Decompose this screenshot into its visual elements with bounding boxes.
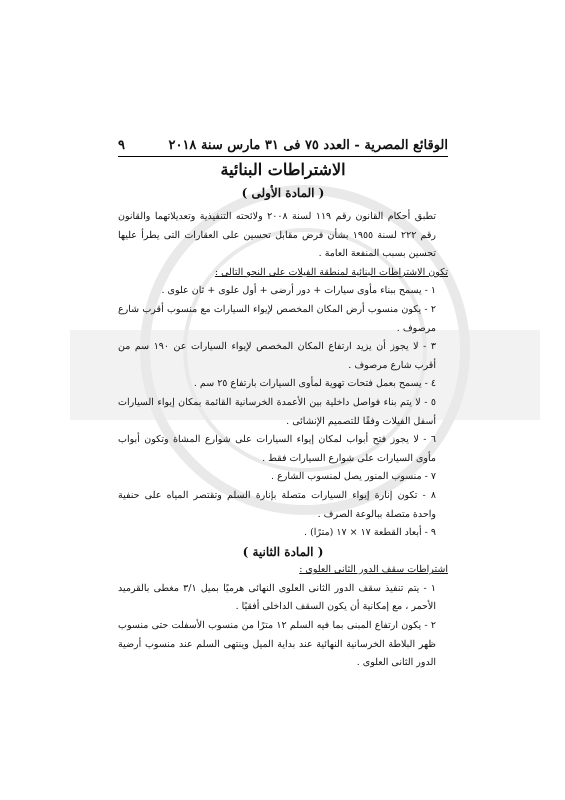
article1-intro: تطبق أحكام القانون رقم ١١٩ لسنة ٢٠٠٨ ولائحته التنفيذية وتعديلاتهما والقانون رقم ٢٢٢ لسنة ١٩٥٥ بشأن فرض مقابل تحسين على العقارات التى يطرأ عليها تحسين بسبب المنفعة العامة . <box>118 211 436 260</box>
list-item: ٦ - لا يجوز فتح أبواب لمكان إيواء السيارات على شوارع المشاة وتكون أبواب مأوى السيارات على شوارع السيارات فقط . <box>118 434 436 464</box>
roof-heading: اشتراطات سقف الدور الثانى العلوى : <box>299 564 448 576</box>
villas-heading: تكون الاشتراطات البنائية لمنطقة الفيلات على النحو التالى : <box>214 266 448 278</box>
list-item: ٣ - لا يجوز أن يزيد ارتفاع المكان المخصص لإيواء السيارات عن ١٩٠ سم من أقرب شارع مرصوف . <box>118 341 436 371</box>
article2-heading: ( المادة الثانية ) <box>242 544 324 559</box>
list-item: ١ - يتم تنفيذ سقف الدور الثانى العلوى النهائى هرميًا بميل ٣/١ مغطى بالقرميد الأحمر ، مع إمكانية أن يكون السقف الداخلى أفقيًا . <box>118 582 436 613</box>
list-item: ٩ - أبعاد القطعة ١٧ × ١٧ (مترًا) . <box>304 527 436 539</box>
header-publication: الوقائع المصرية - العدد ٧٥ فى ٣١ مارس سنة ٢٠١٨ <box>168 137 448 153</box>
list-item: ٢ - يكون منسوب أرض المكان المخصص لإيواء السيارات مع منسوب أقرب شارع مرصوف . <box>118 303 436 334</box>
page-number: ٩ <box>118 137 125 153</box>
document-body <box>118 208 448 673</box>
page-header <box>118 136 448 154</box>
list-item: ٥ - لا يتم بناء فواصل داخلية بين الأعمدة الخرسانية القائمة بمكان إيواء السيارات أسفل الفيلات وفقًا للتصميم الإنشائى . <box>118 396 436 427</box>
list-item: ١ - يسمح ببناء مأوى سيارات + دور أرضى + أول علوى + ثان علوى . <box>161 285 436 297</box>
header-divider <box>118 156 448 157</box>
list-item: ٧ - منسوب المنور يصل لمنسوب الشارع . <box>271 471 436 483</box>
list-item: ٨ - تكون إنارة إيواء السيارات متصلة بإنارة السلم وتقتصر المياه على حنفية واحدة متصلة ببالوعة الصرف . <box>118 489 436 520</box>
page-title: الاشتراطات البنائية <box>220 160 346 179</box>
list-item: ٢ - يكون ارتفاع المبنى بما فيه السلم ١٢ مترًا من منسوب الأسفلت حتى منسوب ظهر البلاطة الخرسانية النهائية عند بداية الميل وينتهى السلم عند منسوب أرضية الدور الثانى العلوى . <box>118 620 436 669</box>
article1-heading: ( المادة الأولى ) <box>241 186 325 200</box>
list-item: ٤ - يسمح بعمل فتحات تهوية لمأوى السيارات بارتفاع ٢٥ سم . <box>193 378 436 390</box>
